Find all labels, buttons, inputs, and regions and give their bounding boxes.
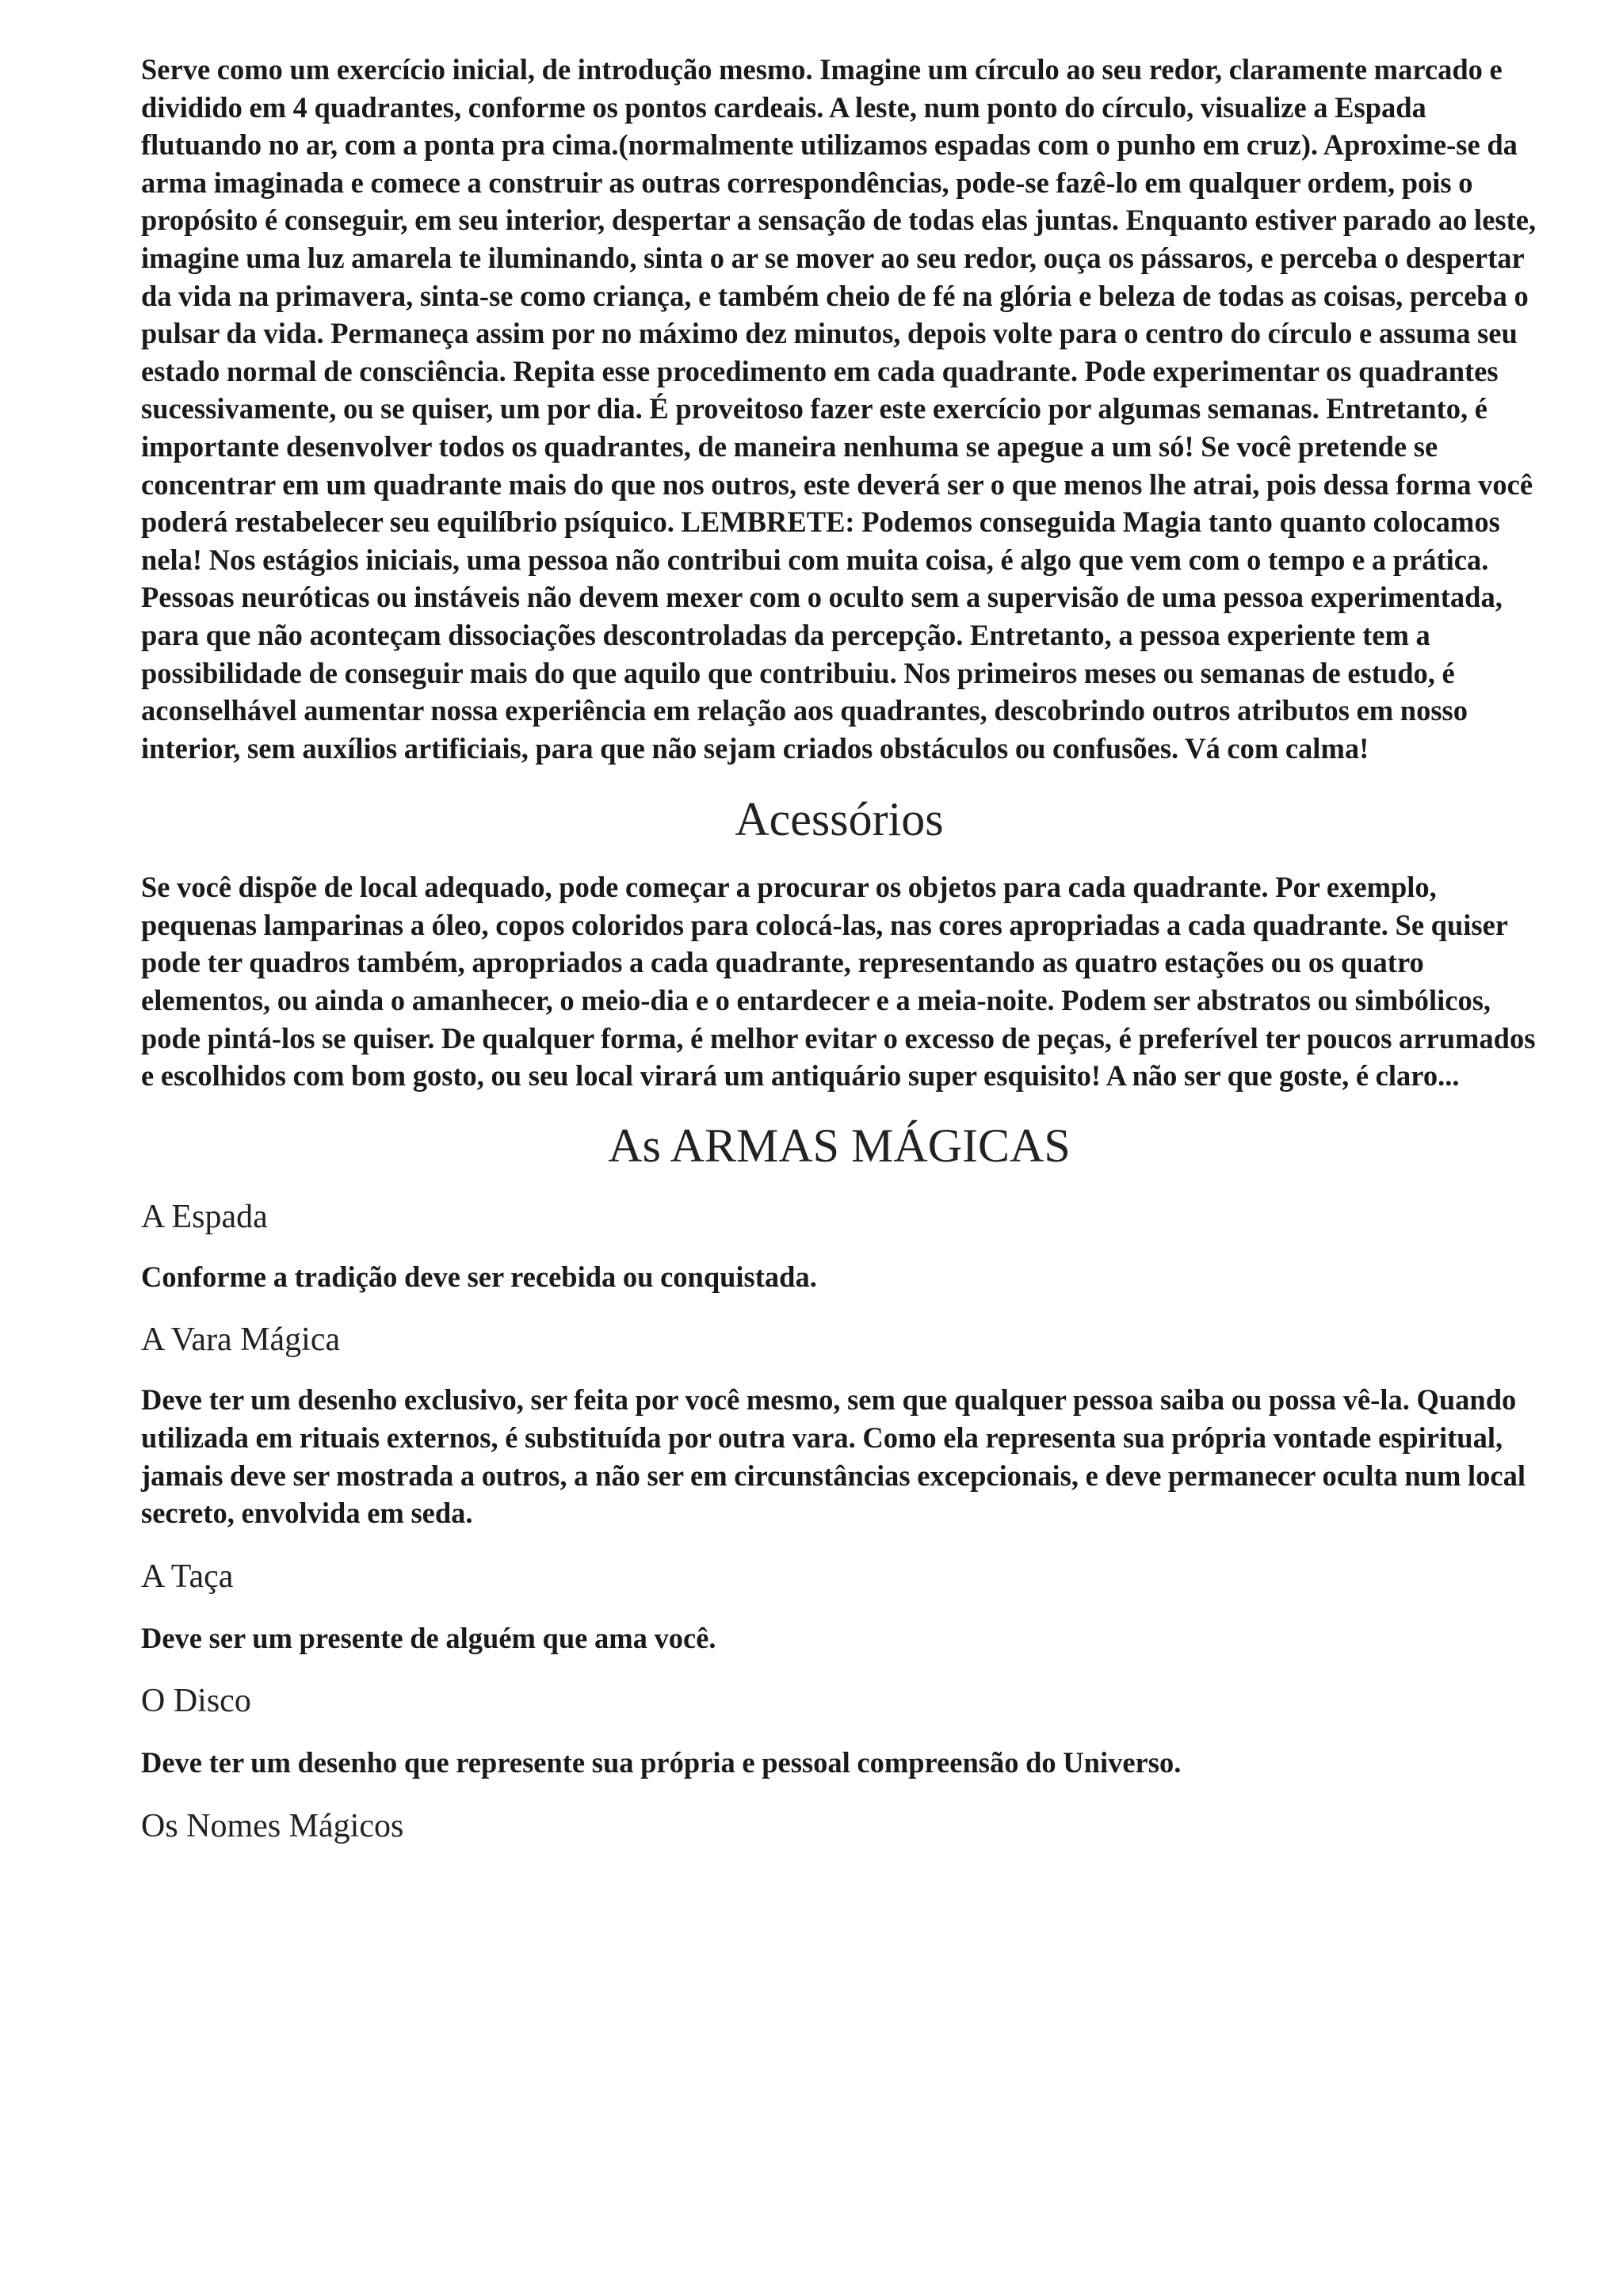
acessorios-paragraph: Se você dispõe de local adequado, pode começar a procurar os objetos para cada quadrante. Por exemplo, pequenas lamparinas a óleo, copos coloridos para colocá-las, nas cores apropriadas a cada quadrante. Se quiser pode ter quadros também, apropriados a cada quadrante, representando as quatro estações ou os quatro elementos, ou ainda o amanhecer, o meio-dia e o entardecer e a meia-noite. Podem ser abstratos ou simbólicos, pode pintá-los se quiser. De qualquer forma, é melhor evitar o excesso de peças, é preferível ter poucos arrumados e escolhidos com bom gosto, ou seu local virará um antiquário super esquisito! A não ser que goste, é claro... <box>141 871 1536 1093</box>
subheading-disco: O Disco <box>141 1683 251 1720</box>
section-title-armas-magicas: As ARMAS MÁGICAS <box>608 1119 1071 1172</box>
subheading-taca: A Taça <box>141 1558 234 1595</box>
vara-magica-paragraph: Deve ter um desenho exclusivo, ser feita por você mesmo, sem que qualquer pessoa saiba ou possa vê-la. Quando utilizada em rituais externos, é substituída por outra vara. Como ela representa sua própria vontade espiritual, jamais deve ser mostrada a outros, a não ser em circunstâncias excepcionais, e deve permanecer oculta num local secreto, envolvida em seda. <box>141 1383 1526 1530</box>
subheading-nomes-magicos: Os Nomes Mágicos <box>141 1808 404 1844</box>
section-title-acessorios: Acessórios <box>735 793 944 846</box>
subheading-vara-magica: A Vara Mágica <box>141 1322 341 1359</box>
subheading-espada: A Espada <box>141 1198 268 1235</box>
disco-paragraph: Deve ter um desenho que represente sua própria e pessoal compreensão do Universo. <box>141 1746 1182 1779</box>
intro-paragraph: Serve como um exercício inicial, de introdução mesmo. Imagine um círculo ao seu redor, claramente marcado e dividido em 4 quadrantes, conforme os pontos cardeais. A leste, num ponto do círculo, visualize a Espada flutuando no ar, com a ponta pra cima.(normalmente utilizamos espadas com o punho em cruz). Aproxime-se da arma imaginada e comece a construir as outras correspondências, pode-se fazê-lo em qualquer ordem, pois o propósito é conseguir, em seu interior, despertar a sensação de todas elas juntas. Enquanto estiver parado ao leste, imagine uma luz amarela te iluminando, sinta o ar se mover ao seu redor, ouça os pássaros, e perceba o despertar da vida na primavera, sinta-se como criança, e também cheio de fé na glória e beleza de todas as coisas, perceba o pulsar da vida. Permaneça assim por no máximo dez minutos, depois volte para o centro do círculo e assuma seu estado normal de consciência. Repita esse procedimento em cada quadrante. Pode experimentar os quadrantes sucessivamente, ou se quiser, um por dia. É proveitoso fazer este exercício por algumas semanas. Entretanto, é importante desenvolver todos os quadrantes, de maneira nenhuma se apegue a um só! Se você pretende se concentrar em um quadrante mais do que nos outros, este deverá ser o que menos lhe atrai, pois dessa forma você poderá restabelecer seu equilíbrio psíquico. LEMBRETE: Podemos conseguida Magia tanto quanto colocamos nela! Nos estágios iniciais, uma pessoa não contribui com muita coisa, é algo que vem com o tempo e a prática. Pessoas neuróticas ou instáveis não devem mexer com o oculto sem a supervisão de uma pessoa experimentada, para que não aconteçam dissociações descontroladas da percepção. Entretanto, a pessoa experiente tem a possibilidade de conseguir mais do que aquilo que contribuiu. Nos primeiros meses ou semanas de estudo, é aconselhável aumentar nossa experiência em relação aos quadrantes, descobrindo outros atributos em nosso interior, sem auxílios artificiais, para que não sejam criados obstáculos ou confusões. Vá com calma! <box>141 53 1537 765</box>
taca-paragraph: Deve ser um presente de alguém que ama você. <box>141 1621 716 1654</box>
document-page <box>141 51 1537 1847</box>
espada-paragraph: Conforme a tradição deve ser recebida ou conquistada. <box>141 1260 817 1293</box>
